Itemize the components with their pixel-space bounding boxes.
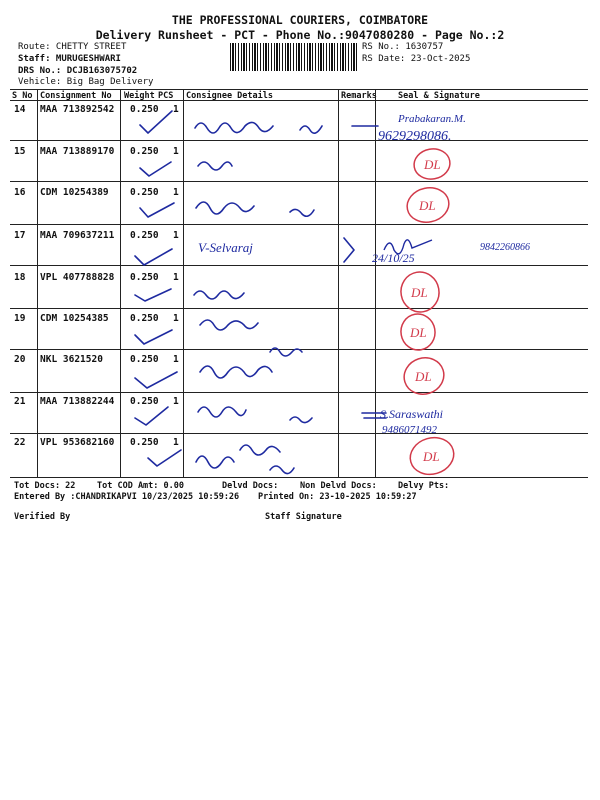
consignee-scribble	[270, 466, 294, 474]
printed-on: Printed On: 23-10-2025 10:59:27	[258, 492, 417, 502]
row-17-pcs: 1	[173, 230, 179, 241]
row-20-weight: 0.250	[130, 354, 159, 365]
delivery-points: Delvy Pts:	[398, 481, 450, 491]
tick-mark	[148, 450, 181, 466]
row-18-sno: 18	[14, 272, 26, 283]
company-title: THE PROFESSIONAL COURIERS, COIMBATORE	[171, 13, 429, 27]
total-cod-amount: Tot COD Amt: 0.00	[97, 481, 184, 491]
drs-number: DRS No.: DCJB163075702	[18, 66, 138, 76]
handwritten-consignee: V-Selvaraj	[198, 240, 253, 255]
row-20-pcs: 1	[173, 354, 179, 365]
consignee-scribble	[195, 122, 273, 133]
tick-mark	[135, 289, 171, 301]
row-18-pcs: 1	[173, 272, 179, 283]
stamp-text: DL	[410, 325, 427, 340]
stamp-text: DL	[423, 449, 440, 464]
row-21-pcs: 1	[173, 396, 179, 407]
consignee-scribble	[300, 126, 322, 133]
row-16-consignment: CDM 10254389	[40, 187, 109, 198]
row-14-consignment: MAA 713892542	[40, 104, 115, 115]
non-delivered-docs: Non Delvd Docs:	[300, 481, 377, 491]
stamp-text: DL	[415, 369, 432, 384]
entered-by: Entered By :CHANDRIKAPVI 10/23/2025 10:59:26	[14, 492, 240, 502]
consignee-scribble	[200, 320, 258, 330]
runsheet-title: Delivery Runsheet - PCT - Phone No.:9047080280 - Page No.:2	[95, 28, 505, 42]
row-21-weight: 0.250	[130, 396, 159, 407]
col-header-consignment: Consignment No	[40, 91, 112, 101]
col-header-remarks: Remarks	[341, 91, 377, 101]
row-16-pcs: 1	[173, 187, 179, 198]
consignee-scribble	[198, 162, 232, 170]
verified-by: Verified By	[14, 512, 71, 522]
remarks-bracket	[344, 238, 354, 262]
row-20-consignment: NKL 3621520	[40, 354, 103, 365]
tick-mark	[135, 249, 172, 265]
row-17-weight: 0.250	[130, 230, 159, 241]
consignee-scribble	[270, 348, 302, 356]
handwritten-phone: 9629298086.	[378, 129, 452, 144]
row-22-consignment: VPL 953682160	[40, 437, 115, 448]
route-label: Route: CHETTY STREET	[18, 42, 127, 52]
row-21-consignment: MAA 713882244	[40, 396, 115, 407]
col-header-pcs: PCS	[158, 91, 174, 101]
col-header-seal-signature: Seal & Signature	[398, 91, 480, 101]
consignee-scribble	[196, 456, 234, 468]
row-15-consignment: MAA 713889170	[40, 146, 115, 157]
row-21-sno: 21	[14, 396, 26, 407]
row-22-pcs: 1	[173, 437, 179, 448]
row-22-sno: 22	[14, 437, 26, 448]
consignee-scribble	[198, 407, 246, 417]
row-22-weight: 0.250	[130, 437, 159, 448]
stamp-text: DL	[411, 285, 428, 300]
handwritten-name: Prabakaran.M.	[398, 113, 466, 125]
stamp-text: DL	[424, 157, 441, 172]
row-18-weight: 0.250	[130, 272, 159, 283]
consignee-scribble	[240, 445, 280, 455]
row-19-weight: 0.250	[130, 313, 159, 324]
delivered-docs: Delvd Docs:	[222, 481, 279, 491]
staff-signature: Staff Signature	[265, 512, 342, 522]
rs-date: RS Date: 23-Oct-2025	[362, 54, 471, 64]
col-header-consignee: Consignee Details	[186, 91, 273, 101]
row-20-sno: 20	[14, 354, 26, 365]
row-16-weight: 0.250	[130, 187, 159, 198]
rs-number: RS No.: 1630757	[362, 42, 444, 52]
tick-mark	[140, 203, 174, 217]
consignee-scribble	[290, 417, 312, 423]
row-19-pcs: 1	[173, 313, 179, 324]
consignee-scribble	[290, 209, 314, 216]
handwritten-phone: 9842260866	[480, 242, 530, 253]
col-header-weight: Weight	[124, 91, 155, 101]
handwritten-date: 24/10/25	[372, 251, 415, 265]
total-docs: Tot Docs: 22	[14, 481, 76, 491]
row-15-sno: 15	[14, 146, 26, 157]
row-14-sno: 14	[14, 104, 26, 115]
vehicle-label: Vehicle: Big Bag Delivery	[18, 77, 154, 87]
row-17-consignment: MAA 709637211	[40, 230, 115, 241]
tick-mark	[140, 162, 171, 176]
row-16-sno: 16	[14, 187, 26, 198]
row-19-sno: 19	[14, 313, 26, 324]
tick-mark	[135, 407, 168, 425]
row-18-consignment: VPL 407788828	[40, 272, 115, 283]
row-17-sno: 17	[14, 230, 26, 241]
consignee-scribble	[194, 291, 244, 299]
row-14-weight: 0.250	[130, 104, 159, 115]
row-15-weight: 0.250	[130, 146, 159, 157]
row-15-pcs: 1	[173, 146, 179, 157]
consignee-scribble	[200, 366, 272, 378]
staff-label: Staff: MURUGESHWARI	[18, 54, 121, 64]
handwritten-phone: 9486071492	[382, 424, 437, 436]
handwritten-name: S.Saraswathi	[380, 407, 444, 421]
row-19-consignment: CDM 10254385	[40, 313, 109, 324]
stamp-text: DL	[419, 198, 436, 213]
row-14-pcs: 1	[173, 104, 179, 115]
tick-mark	[135, 372, 177, 388]
tick-mark	[140, 111, 172, 133]
consignee-scribble	[196, 202, 254, 214]
col-header-sno: S No	[12, 91, 33, 101]
tick-mark	[135, 330, 172, 344]
